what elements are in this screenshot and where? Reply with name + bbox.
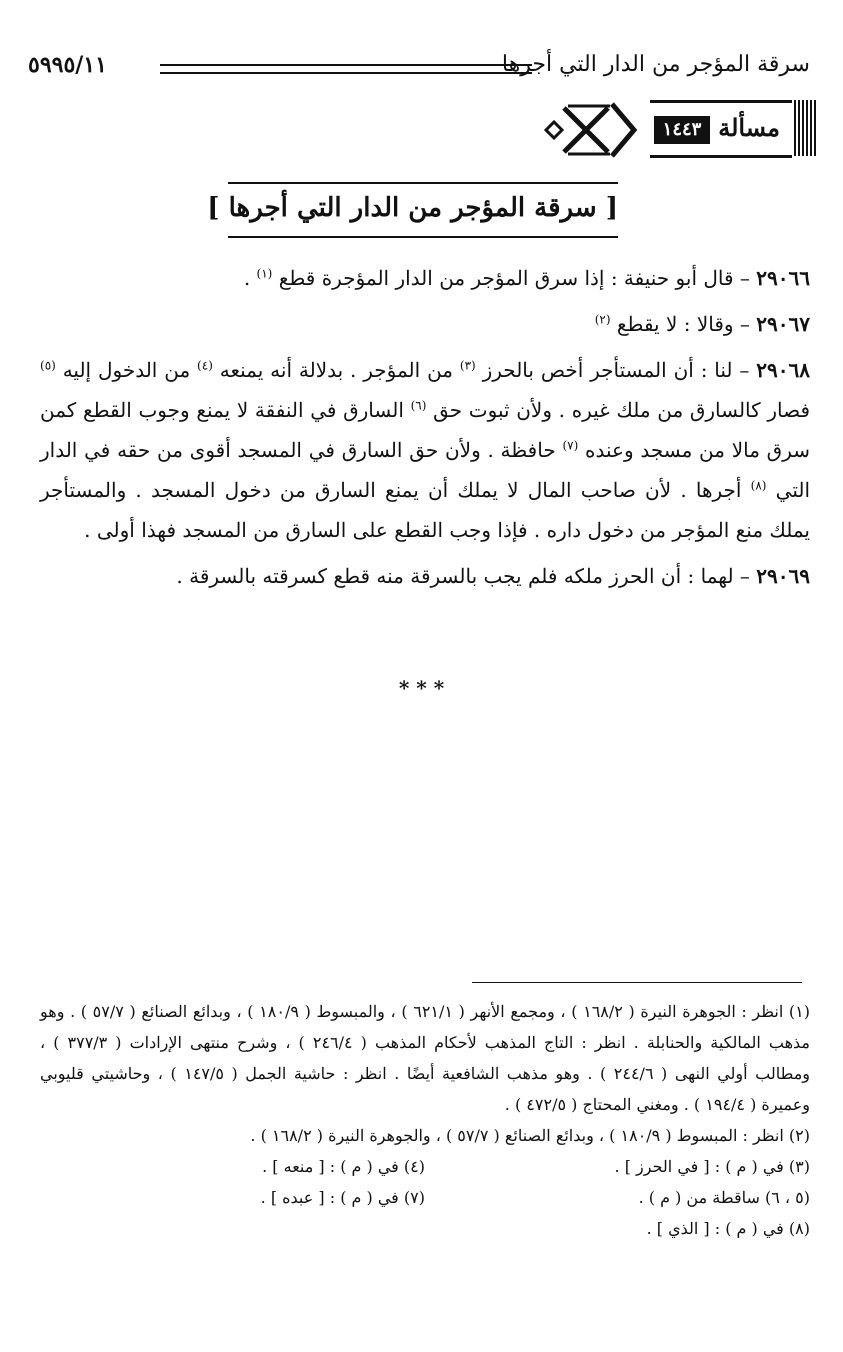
paragraph-number: ٢٩٠٦٦ xyxy=(756,266,810,290)
paragraph xyxy=(40,304,810,344)
paragraph-number: ٢٩٠٦٨ xyxy=(756,358,810,382)
footnote-marker: (٥) xyxy=(40,358,56,373)
issue-label-box xyxy=(650,100,792,158)
paragraph-text: من المؤجر . بدلالة أنه يمنعه xyxy=(219,358,460,382)
paragraph xyxy=(40,556,810,596)
issue-label: مسألة xyxy=(718,113,780,142)
footnote: (٨) في ( م ) : [ الذي ] . xyxy=(646,1219,810,1238)
paragraph-text: – لنا : أن المستأجر أخص بالحرز xyxy=(482,358,750,382)
footnote-rule xyxy=(472,982,802,983)
paragraph-text: أجرها . لأن صاحب المال لا يملك أن يمنع السارق من دخول المسجد . والمستأجر يملك منع المؤجر من دخول داره . فإذا وجب القطع على السارق من المسجد فهذا أولى . xyxy=(40,478,810,542)
running-header xyxy=(28,50,810,90)
paragraph-tail: . xyxy=(243,266,257,290)
paragraph-text: السارق في النفقة لا يمنع وجوب القطع كمن سرق مالا من مسجد وعنده xyxy=(40,398,810,462)
footnote: (٢) انظر : المبسوط ( ١٨٠/٩ ) ، وبدائع الصنائع ( ٥٧/٧ ) ، والجوهرة النيرة ( ١٦٨/٢ ) . xyxy=(250,1126,810,1145)
paragraph-number: ٢٩٠٦٧ xyxy=(756,312,810,336)
footnote-marker: (٤) xyxy=(197,358,213,373)
footnote: (٥ ، ٦) ساقطة من ( م ) . xyxy=(638,1188,810,1207)
footnote: (٣) في ( م ) : [ في الحرز ] . xyxy=(614,1157,810,1176)
paragraph-text: – وقالا : لا يقطع xyxy=(616,312,750,336)
footnotes xyxy=(40,996,810,1244)
paragraph xyxy=(40,258,810,298)
footnote: (٤) في ( م ) : [ منعه ] . xyxy=(262,1157,425,1176)
paragraph-text: فصار كالسارق من ملك غيره . ولأن ثبوت حق xyxy=(433,398,810,422)
footnote: (٧) في ( م ) : [ عبده ] . xyxy=(260,1188,425,1207)
footnote-marker: (٢) xyxy=(594,312,611,327)
banner-stripes xyxy=(794,100,818,156)
footnote-marker: (١) xyxy=(256,266,273,281)
paragraph-number: ٢٩٠٦٩ xyxy=(756,564,810,588)
page-reference: ٥٩٩٥/١١ xyxy=(28,52,107,78)
ornament-icon xyxy=(528,100,648,160)
footnote-row xyxy=(40,1182,810,1213)
paragraph xyxy=(40,350,810,550)
chapter-title: [ سرقة المؤجر من الدار التي أجرها ] xyxy=(207,193,618,223)
footnote-row xyxy=(40,1151,810,1182)
footnote: (١) انظر : الجوهرة النيرة ( ١٦٨/٢ ) ، ومجمع الأنهر ( ٦٢١/١ ) ، والمبسوط ( ١٨٠/٩ ) ، وبدائع الصنائع ( ٥٧/٧ ) . وهو مذهب المالكية والحنابلة . انظر : التاج المذهب لأحكام المذهب ( ٢٤٦/٤ ) ، وشرح منتهى الإرادات ( ٣٧٧/٣ ) ، ومطالب أولي النهى ( ٢٤٤/٦ ) . وهو مذهب الشافعية أيضًا . انظر : حاشية الجمل ( ١٤٧/٥ ) ، وحاشيتي قليوبي وعميرة ( ١٩٤/٤ ) . ومغني المحتاج ( ٤٧٢/٥ ) . xyxy=(40,1002,811,1114)
main-text xyxy=(40,258,810,602)
footnote-marker: (٧) xyxy=(562,438,579,453)
paragraph-text: – لهما : أن الحرز ملكه فلم يجب بالسرقة منه قطع كسرقته بالسرقة . xyxy=(176,564,750,588)
paragraph-text: – قال أبو حنيفة : إذا سرق المؤجر من الدار المؤجرة قطع xyxy=(278,266,750,290)
header-double-rule xyxy=(160,64,532,74)
footnote-marker: (٦) xyxy=(410,398,427,413)
issue-banner xyxy=(528,100,818,160)
footnote-marker: (٣) xyxy=(459,358,476,373)
paragraph-text: من الدخول إليه xyxy=(62,358,198,382)
paragraph-text: حافظة . ولأن حق السارق في المسجد أقوى من حقه في الدار التي xyxy=(40,438,811,502)
section-separator: * * * xyxy=(398,676,445,700)
running-header-title: سرقة المؤجر من الدار التي أجرها xyxy=(501,52,810,77)
chapter-heading xyxy=(207,182,618,238)
footnote-marker: (٨) xyxy=(750,478,767,493)
issue-number: ١٤٤٣ xyxy=(654,116,710,144)
